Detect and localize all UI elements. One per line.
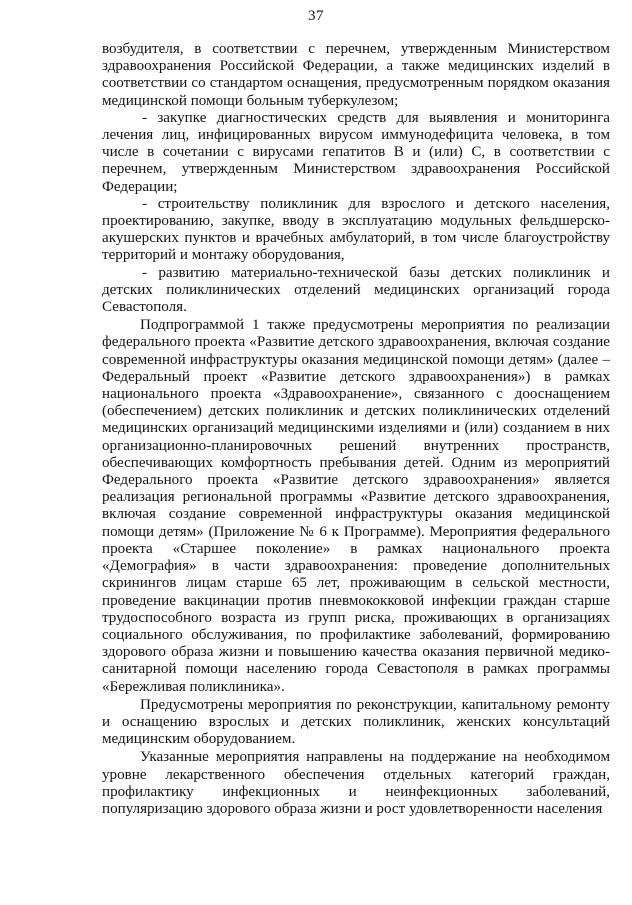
paragraph-measures-aimed: Указанные мероприятия направлены на поддержание на необходимом уровне лекарственного обеспечения отдельных категорий граждан, профилактику инфекционных и неинфекционных заболеваний, популяризацию здорового образа жизни и рост удовлетворенности населения	[102, 749, 610, 817]
list-item-children-clinics: - развитию материально-технической базы детских поликлиник и детских поликлинических отделений медицинских организаций города Севастополя.	[102, 264, 610, 316]
paragraph-continuation: возбудителя, в соответствии с перечнем, утвержденным Министерством здравоохранения Российской Федерации, а также медицинских изделий в соответствии со стандартом оснащения, предусмотренным порядком оказания медицинской помощи больным туберкулезом;	[102, 41, 610, 109]
page-number: 37	[308, 8, 324, 24]
list-item-hiv-diagnostics: - закупке диагностических средств для выявления и мониторинга лечения лиц, инфицированных вирусом иммунодефицита человека, в том числе в сочетании с вирусами гепатитов В и (или) С, в соответствии с перечнем, утвержденным Министерством здравоохранения Российской Федерации;	[102, 109, 610, 195]
document-body	[102, 41, 610, 818]
paragraph-subprogram-1: Подпрограммой 1 также предусмотрены мероприятия по реализации федерального проекта «Развитие детского здравоохранения, включая создание современной инфраструктуры оказания медицинской помощи детям» (далее – Федеральный проект «Развитие детского здравоохранения») в рамках национального проекта «Здравоохранение», связанного с дооснащением (обеспечением) детских поликлиник и детских поликлинических отделений медицинских организаций медицинскими изделиями и (или) созданием в них организационно-планировочных решений внутренних пространств, обеспечивающих комфортность пребывания детей. Одним из мероприятий Федерального проекта «Развитие детского здравоохранения» является реализация региональной программы «Развитие детского здравоохранения, включая создание современной инфраструктуры оказания медицинской помощи детям» (Приложение № 6 к Программе). Мероприятия федерального проекта «Старшее поколение» в рамках национального проекта «Демография» в части здравоохранения: проведение дополнительных скринингов лицам старше 65 лет, проживающим в сельской местности, проведение вакцинации против пневмококковой инфекции граждан старше трудоспособного возраста из групп риска, проживающих в организациях социального обслуживания, по профилактике заболеваний, формированию здорового образа жизни и повышению качества оказания первичной медико-санитарной помощи населению города Севастополя в рамках программы «Бережливая поликлиника».	[102, 317, 610, 695]
paragraph-reconstruction: Предусмотрены мероприятия по реконструкции, капитальному ремонту и оснащению взрослых и детских поликлиник, женских консультаций медицинским оборудованием.	[102, 696, 610, 748]
list-item-clinic-construction: - строительству поликлиник для взрослого и детского населения, проектированию, закупке, вводу в эксплуатацию модульных фельдшерско-акушерских пунктов и врачебных амбулаторий, в том числе благоустройству территорий и монтажу оборудования,	[102, 195, 610, 264]
